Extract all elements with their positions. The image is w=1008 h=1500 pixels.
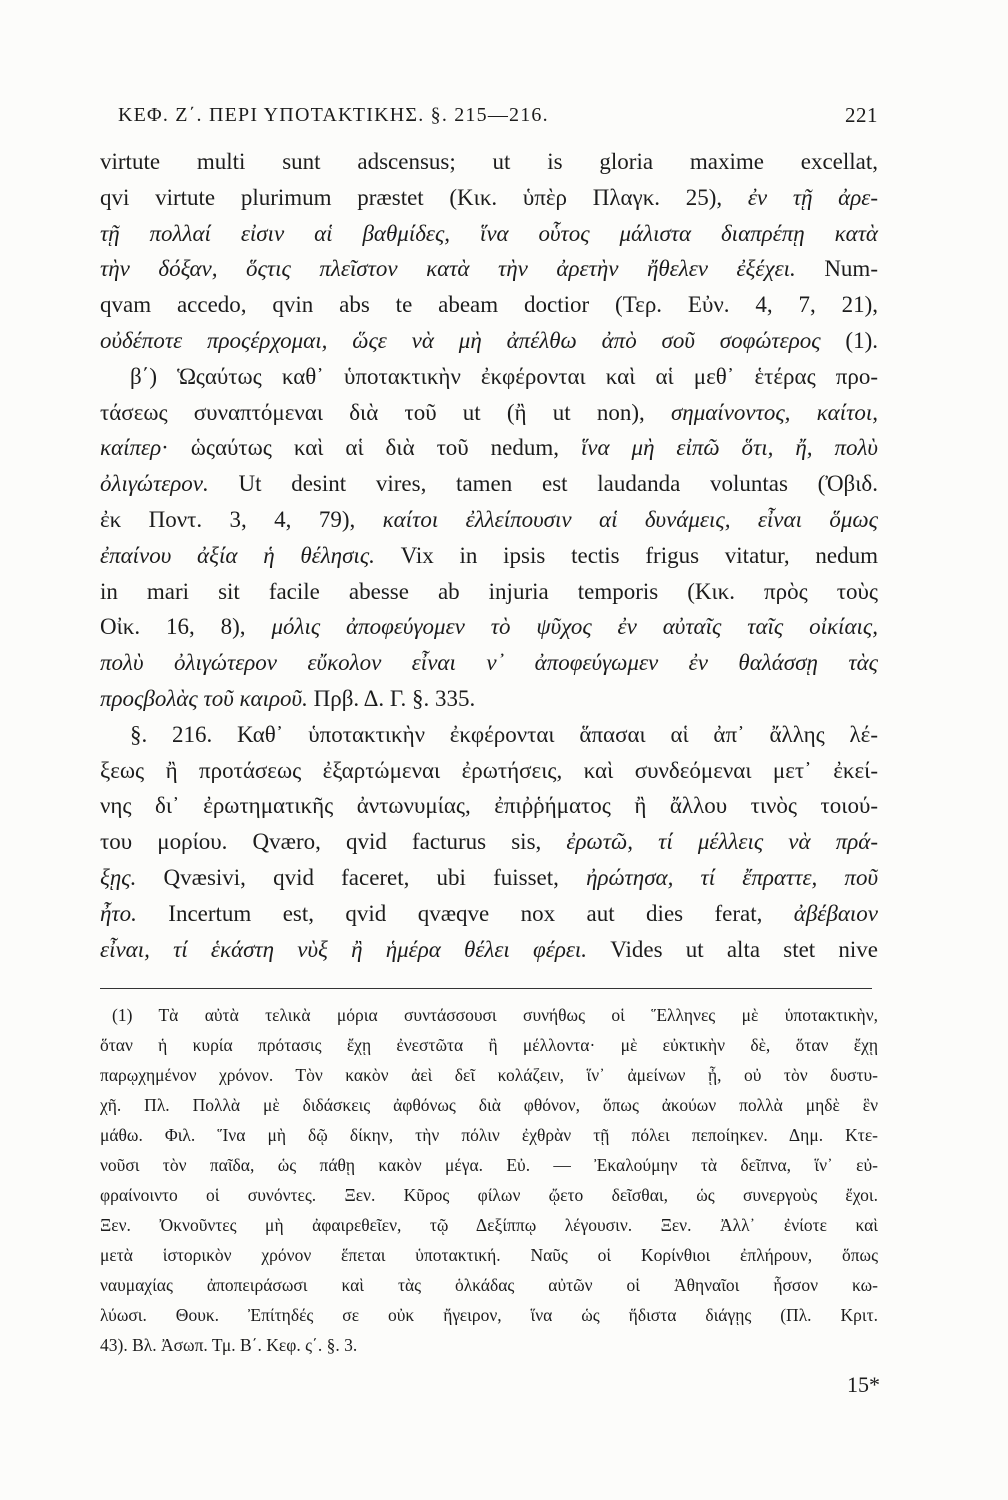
footnote-line: λύωσι. Θουκ. Ἐπίτηδές σε οὐκ ἤγειρον, ἵνα ὡς ἥδιστα διάγῃς (Πλ. Κριτ. — [100, 1305, 878, 1325]
text-line — [100, 824, 878, 860]
text-line — [100, 609, 878, 645]
text-segment: οὐδέποτε προςέρχομαι, ὥςε νὰ μὴ ἀπέλθω ἀπὸ σοῦ σοφώτερος — [100, 327, 821, 353]
text-segment: σημαίνοντος, καίτοι, — [670, 399, 878, 425]
text-segment: τὴν δόξαν, ὅςτις πλεῖστον κατὰ τὴν ἀρετὴν ἤθελεν ἐξέχει. — [100, 256, 796, 282]
text-line — [100, 860, 878, 896]
page-number: 221 — [845, 102, 878, 127]
text-line — [100, 359, 878, 395]
text-line — [100, 144, 878, 180]
text-segment: εἶναι, τί ἑκάστη νὺξ ἢ ἡμέρα θέλει φέρει. — [100, 936, 588, 962]
footnote-line: ναυμαχίας ἀποπειράσωσι καὶ τὰς ὁλκάδας αὐτῶν οἱ Ἀθηναῖοι ἧσσον κω- — [100, 1275, 878, 1295]
text-line — [100, 430, 878, 466]
text-segment: τῇ πολλαί εἰσιν αἱ βαθμίδες, ἵνα οὗτος μάλιστα διαπρέπῃ κατὰ — [100, 220, 878, 246]
text-segment: Πρβ. Δ. Γ. §. 335. — [307, 685, 476, 711]
running-title: ΚΕΦ. Ζ΄. ΠΕΡΙ ΥΠΟΤΑΚΤΙΚΗΣ. §. 215—216. — [118, 103, 549, 126]
text-segment: ὀλιγώτερον. — [100, 471, 209, 497]
signature-mark: 15* — [847, 1372, 880, 1397]
footnote-line: μετὰ ἱστορικὸν χρόνον ἕπεται ὑποτακτική. Ναῦς οἱ Κορίνθιοι ἐπλήρουν, ὅπως — [100, 1245, 878, 1265]
text-segment: νης δι᾽ ἐρωτηματικῆς ἀντωνυμίας, ἐπιῤῥήματος ἢ ἄλλου τινὸς τοιού- — [100, 793, 878, 819]
text-segment: (1). — [820, 327, 878, 353]
text-line — [100, 753, 878, 789]
text-segment: προςβολὰς τοῦ καιροῦ. — [100, 685, 308, 711]
text-line — [100, 788, 878, 824]
text-segment: Vides ut alta stet nive — [587, 936, 878, 962]
text-segment: ἐπαίνου ἀξία ἡ θέλησις. — [100, 542, 375, 568]
text-segment: β΄) Ὡςαύτως καθ᾽ ὑποτακτικὴν ἐκφέρονται καὶ αἱ μεθ᾽ ἑτέρας προ- — [130, 363, 878, 389]
text-segment: του μορίου. Qværo, qvid facturus sis, — [100, 829, 567, 855]
text-segment: · ὡςαύτως καὶ αἱ διὰ τοῦ nedum, — [161, 435, 581, 461]
text-segment: ἠρώτησα, τί ἔπραττε, ποῦ — [586, 864, 878, 890]
text-line — [100, 717, 878, 753]
text-segment: Ut desint vires, tamen est laudanda voluntas (Ὀβιδ. — [208, 471, 878, 497]
text-segment: καίτοι ἐλλείπουσιν αἱ δυνάμεις, εἶναι ὅμως — [382, 506, 878, 532]
footnote-line: (1) Τὰ αὐτὰ τελικὰ μόρια συντάσσουσι συνήθως οἱ Ἕλληνες μὲ ὑποτακτικὴν, — [112, 1005, 878, 1025]
footnote-line: μάθω. Φιλ. Ἵνα μὴ δῷ δίκην, τὴν πόλιν ἐχθρὰν τῇ πόλει πεποίηκεν. Δημ. Κτε- — [100, 1125, 878, 1145]
text-line — [100, 896, 878, 932]
text-segment: §. 216. Καθ᾽ ὑποτακτικὴν ἐκφέρονται ἅπασαι αἱ ἀπ᾽ ἄλλης λέ- — [130, 721, 878, 747]
text-segment: ἦτο. — [100, 900, 137, 926]
footnote-line: παρῳχημένον χρόνον. Τὸν κακὸν ἀεὶ δεῖ κολάζειν, ἵν᾽ ἀμείνων ᾖ, οὐ τὸν δυστυ- — [100, 1065, 878, 1085]
footnote-line: χῆ. Πλ. Πολλὰ μὲ διδάσκεις ἀφθόνως διὰ φθόνον, ὅπως ἀκούων πολλὰ μηδὲ ἓν — [100, 1095, 878, 1115]
text-segment: μόλις ἀποφεύγομεν τὸ ψῦχος ἐν αὐταῖς ταῖς οἰκίαις, — [271, 614, 878, 640]
text-line — [100, 466, 878, 502]
text-segment: τάσεως συναπτόμεναι διὰ τοῦ ut (ἢ ut non), — [100, 399, 671, 425]
main-text — [100, 144, 878, 967]
footnote-line: 43). Βλ. Ἀσωπ. Τμ. Β΄. Κεφ. ς΄. §. 3. — [100, 1335, 358, 1355]
text-segment: ἵνα μὴ εἰπῶ ὅτι, ἤ, πολὺ — [580, 435, 878, 461]
footnote-line: ὅταν ἡ κυρία πρότασις ἔχῃ ἐνεστῶτα ἢ μέλλοντα· μὲ εὐκτικὴν δὲ, ὅταν ἔχῃ — [100, 1035, 878, 1055]
text-segment: ἀβέβαιον — [793, 900, 878, 926]
text-segment: πολὺ ὀλιγώτερον εὔκολον εἶναι ν᾽ ἀποφεύγωμεν ἐν θαλάσσῃ τὰς — [100, 650, 878, 676]
text-line — [100, 932, 878, 968]
text-line — [100, 681, 878, 717]
text-segment: Οἰκ. 16, 8), — [100, 614, 272, 640]
text-line — [100, 180, 878, 216]
text-line — [100, 216, 878, 252]
text-segment: Vix in ipsis tectis frigus vitatur, nedum — [374, 542, 878, 568]
text-line — [100, 645, 878, 681]
text-segment: ξῃς. — [100, 864, 137, 890]
text-segment: Num- — [795, 256, 878, 282]
text-line — [100, 574, 878, 610]
text-segment: ἐρωτῶ, τί μέλλεις νὰ πρά- — [566, 829, 878, 855]
footnote-line: φραίνοιντο οἱ συνόντες. Ξεν. Κῦρος φίλων ᾤετο δεῖσθαι, ὡς συνεργοὺς ἔχοι. — [100, 1185, 878, 1205]
text-segment: Incertum est, qvid qvæqve nox aut dies ferat, — [136, 900, 794, 926]
running-head — [100, 100, 878, 130]
text-segment: ἐν τῇ ἀρε- — [747, 184, 879, 210]
text-line — [100, 502, 878, 538]
text-segment: ἐκ Ποντ. 3, 4, 79), — [100, 506, 383, 532]
text-segment: in mari sit facile abesse ab injuria temporis (Κικ. πρὸς τοὺς — [100, 578, 878, 604]
text-segment: virtute multi sunt adscensus; ut is gloria maxime excellat, — [100, 149, 878, 174]
text-line — [100, 395, 878, 431]
text-line — [100, 323, 878, 359]
text-segment: qvam accedo, qvin abs te abeam doctior (Τερ. Εὐν. 4, 7, 21), — [100, 292, 878, 318]
footnote-rule — [100, 988, 872, 989]
text-segment: Qvæsivi, qvid faceret, ubi fuisset, — [136, 864, 587, 890]
footnotes — [100, 1000, 878, 1360]
text-segment: ξεως ἢ προτάσεως ἐξαρτώμεναι ἐρωτήσεις, καὶ συνδεόμεναι μετ᾽ ἐκεί- — [100, 757, 878, 783]
text-segment: καίπερ — [100, 435, 162, 461]
text-segment: qvi virtute plurimum præstet (Κικ. ὑπὲρ Πλαγκ. 25), — [100, 184, 748, 210]
footnote-line: Ξεν. Ὀκνοῦντες μὴ ἀφαιρεθεῖεν, τῷ Δεξίππῳ λέγουσιν. Ξεν. Ἀλλ᾽ ἐνίοτε καὶ — [100, 1215, 878, 1235]
footnote-line: νοῦσι τὸν παῖδα, ὡς πάθῃ κακὸν μέγα. Εὐ. — Ἐκαλούμην τὰ δεῖπνα, ἵν᾽ εὐ- — [100, 1155, 878, 1175]
text-line — [100, 538, 878, 574]
text-line — [100, 251, 878, 287]
text-line — [100, 287, 878, 323]
